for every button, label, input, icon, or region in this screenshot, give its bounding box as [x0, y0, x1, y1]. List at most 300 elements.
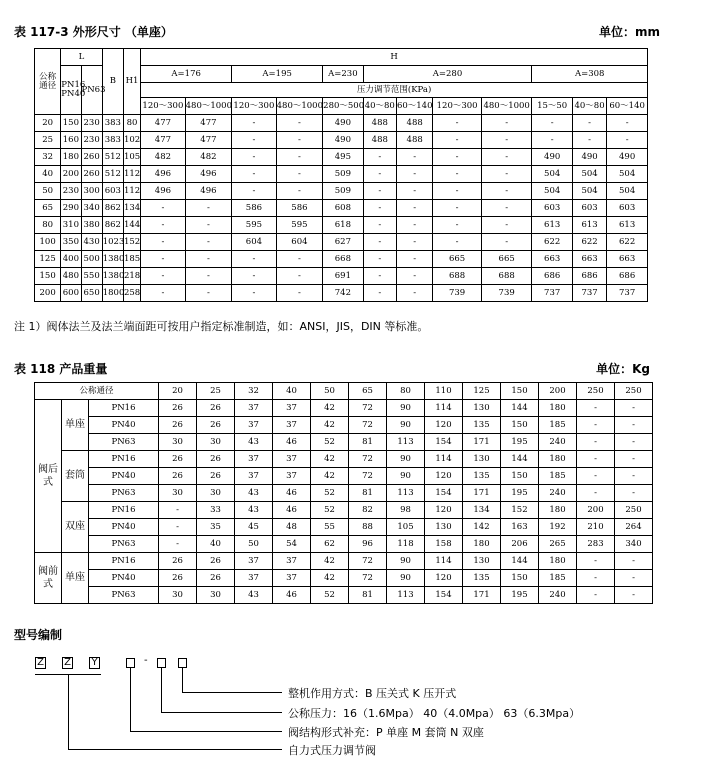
table-row	[35, 536, 653, 553]
weight-cell: 283	[577, 536, 615, 553]
weight-cell: 42	[311, 553, 349, 570]
weight-cell: 195	[501, 485, 539, 502]
table-cell: -	[141, 234, 185, 251]
table-cell: 230	[61, 183, 81, 200]
table-cell: 737	[607, 285, 648, 302]
weight-cell: 114	[425, 400, 463, 417]
table-cell: 400	[61, 251, 81, 268]
weight-cell: 37	[235, 400, 273, 417]
weight-cell: 30	[197, 485, 235, 502]
table-cell: 112	[123, 166, 140, 183]
weight-cell: 142	[463, 519, 501, 536]
table-cell: 500	[81, 251, 102, 268]
table-cell: -	[481, 183, 532, 200]
weight-cell: 52	[311, 485, 349, 502]
weight-cell: -	[159, 502, 197, 519]
weight-cell: 42	[311, 417, 349, 434]
valve-position-label: 阀前式	[35, 553, 62, 604]
weight-cell: 340	[615, 536, 653, 553]
a-group-header: A=176	[141, 66, 232, 83]
dimension-table	[34, 48, 648, 302]
table-cell: 550	[81, 268, 102, 285]
table-row	[35, 183, 648, 200]
weight-cell: 114	[425, 553, 463, 570]
weight-cell: -	[577, 434, 615, 451]
table-cell: 144	[123, 217, 140, 234]
table-cell: 586	[276, 200, 323, 217]
table117-unit: 单位：mm	[598, 25, 660, 39]
table-cell: -	[481, 149, 532, 166]
table-cell: 200	[61, 166, 81, 183]
code-slot-box	[126, 658, 135, 668]
table-cell: 80	[35, 217, 61, 234]
weight-cell: 46	[273, 485, 311, 502]
table-row	[35, 553, 653, 570]
table-cell: -	[433, 234, 482, 251]
table-cell: 686	[572, 268, 606, 285]
table-cell: 477	[185, 115, 232, 132]
code-desc-pressure: 公称压力：16（1.6Mpa） 40（4.0Mpa） 63（6.3Mpa）	[288, 707, 581, 720]
table-cell: -	[232, 285, 276, 302]
table-cell: 488	[363, 115, 396, 132]
table-row	[35, 400, 653, 417]
weight-cell: 180	[463, 536, 501, 553]
table-cell: 595	[232, 217, 276, 234]
leader-line	[182, 692, 282, 693]
dn-header-cell: 150	[501, 383, 539, 400]
table-cell: 665	[433, 251, 482, 268]
table118-unit: 单位：Kg	[596, 362, 650, 376]
table-cell: 603	[607, 200, 648, 217]
weight-cell: 240	[539, 485, 577, 502]
weight-cell: 135	[463, 417, 501, 434]
weight-cell: 154	[425, 587, 463, 604]
code-desc-action: 整机作用方式：B 压关式 K 压开式	[288, 687, 457, 700]
weight-cell: -	[577, 553, 615, 570]
weight-cell: 120	[425, 417, 463, 434]
weight-cell: -	[159, 519, 197, 536]
table-cell: -	[185, 200, 232, 217]
weight-table	[34, 382, 653, 604]
table-cell: -	[396, 268, 432, 285]
a-group-header: A=308	[532, 66, 648, 83]
dn-header-cell: 250	[615, 383, 653, 400]
table-row	[35, 251, 648, 268]
table-cell: 100	[35, 234, 61, 251]
weight-cell: -	[577, 587, 615, 604]
table-cell: 622	[572, 234, 606, 251]
weight-cell: 30	[197, 587, 235, 604]
weight-cell: 113	[387, 434, 425, 451]
table-cell: 686	[607, 268, 648, 285]
table-cell: 218	[123, 268, 140, 285]
table-cell: -	[396, 217, 432, 234]
table-row	[35, 468, 653, 485]
weight-cell: 52	[311, 587, 349, 604]
table-cell: 742	[323, 285, 363, 302]
table-cell: 150	[61, 115, 81, 132]
table-cell: 663	[607, 251, 648, 268]
leader-line	[161, 668, 162, 712]
table-cell: 490	[607, 149, 648, 166]
code-slot-box	[178, 658, 187, 668]
table-cell: 490	[572, 149, 606, 166]
table-cell: -	[141, 217, 185, 234]
pn63-header: PN63	[81, 66, 102, 115]
table-cell: 490	[323, 132, 363, 149]
leader-line	[161, 712, 282, 713]
table-cell: 482	[185, 149, 232, 166]
table-row	[35, 451, 653, 468]
table-row	[35, 502, 653, 519]
table-cell: 105	[123, 149, 140, 166]
table-cell: 595	[276, 217, 323, 234]
weight-cell: 113	[387, 587, 425, 604]
table-cell: 488	[363, 132, 396, 149]
table-cell: -	[481, 234, 532, 251]
weight-cell: 26	[159, 553, 197, 570]
table-cell: 180	[61, 149, 81, 166]
weight-cell: 185	[539, 417, 577, 434]
table-cell: 482	[141, 149, 185, 166]
seat-type-label: 套筒	[62, 451, 89, 502]
table-cell: -	[363, 251, 396, 268]
table-cell: -	[185, 217, 232, 234]
table-cell: 430	[81, 234, 102, 251]
table-cell: -	[607, 115, 648, 132]
table-cell: 340	[81, 200, 102, 217]
table-cell: -	[481, 132, 532, 149]
table-cell: -	[185, 285, 232, 302]
weight-cell: 180	[539, 553, 577, 570]
table-cell: 260	[81, 149, 102, 166]
weight-cell: 26	[197, 417, 235, 434]
pn-label: PN63	[89, 485, 159, 502]
table-cell: -	[396, 149, 432, 166]
weight-cell: 180	[539, 502, 577, 519]
table-cell: 383	[102, 132, 123, 149]
weight-cell: 98	[387, 502, 425, 519]
seat-type-label: 单座	[62, 400, 89, 451]
table-cell: -	[185, 251, 232, 268]
weight-cell: 72	[349, 468, 387, 485]
weight-cell: 192	[539, 519, 577, 536]
table-cell: -	[185, 268, 232, 285]
range-header: 40～80	[363, 98, 396, 115]
table-cell: 586	[232, 200, 276, 217]
weight-cell: 144	[501, 451, 539, 468]
table-cell: -	[141, 268, 185, 285]
weight-cell: 195	[501, 434, 539, 451]
pressure-range-header: 压力调节范围(KPa)	[141, 83, 648, 98]
weight-cell: 42	[311, 570, 349, 587]
table-cell: 737	[572, 285, 606, 302]
weight-cell: 37	[235, 417, 273, 434]
table-cell: 20	[35, 115, 61, 132]
standard-note: 注 1）阀体法兰及法兰端面距可按用户指定标准制造，如：ANSI，JIS，DIN 等标准。	[14, 320, 429, 333]
weight-cell: 72	[349, 417, 387, 434]
table-cell: 618	[323, 217, 363, 234]
weight-cell: 40	[197, 536, 235, 553]
table-cell: -	[232, 132, 276, 149]
dn-header-cell: 25	[197, 383, 235, 400]
table-cell: -	[232, 149, 276, 166]
table-cell: 496	[185, 166, 232, 183]
pn-label: PN16	[89, 400, 159, 417]
table-cell: 739	[433, 285, 482, 302]
weight-cell: 37	[235, 570, 273, 587]
weight-cell: 62	[311, 536, 349, 553]
dn-header-cell: 50	[311, 383, 349, 400]
table-cell: 737	[532, 285, 572, 302]
table-cell: -	[433, 183, 482, 200]
weight-cell: -	[615, 587, 653, 604]
table-cell: -	[185, 234, 232, 251]
table-cell: -	[232, 183, 276, 200]
weight-cell: -	[615, 417, 653, 434]
table-cell: 1380	[102, 268, 123, 285]
weight-cell: 52	[311, 434, 349, 451]
weight-cell: 46	[273, 587, 311, 604]
table-cell: 160	[61, 132, 81, 149]
weight-cell: 114	[425, 451, 463, 468]
table-cell: 480	[61, 268, 81, 285]
dn-header-cell: 110	[425, 383, 463, 400]
table-cell: 504	[607, 183, 648, 200]
a-group-header: A=195	[232, 66, 323, 83]
table-cell: 258	[123, 285, 140, 302]
weight-cell: 43	[235, 485, 273, 502]
pn16-pn40-header: PN16 PN40	[61, 66, 81, 115]
weight-cell: 90	[387, 400, 425, 417]
table-cell: -	[363, 268, 396, 285]
valve-position-label: 阀后式	[35, 400, 62, 553]
table-cell: -	[433, 149, 482, 166]
weight-cell: 43	[235, 502, 273, 519]
weight-cell: 52	[311, 502, 349, 519]
table-cell: 512	[102, 166, 123, 183]
table-cell: 862	[102, 217, 123, 234]
table-cell: 50	[35, 183, 61, 200]
b-header: B	[102, 49, 123, 115]
weight-cell: 90	[387, 417, 425, 434]
table-cell: -	[433, 132, 482, 149]
table-cell: 665	[481, 251, 532, 268]
weight-cell: 26	[197, 570, 235, 587]
dn-header-cell: 20	[159, 383, 197, 400]
table-row	[35, 485, 653, 502]
weight-cell: 135	[463, 570, 501, 587]
table-row	[35, 200, 648, 217]
weight-cell: 163	[501, 519, 539, 536]
range-header: 480～1000	[276, 98, 323, 115]
table-cell: -	[276, 285, 323, 302]
pn-label: PN40	[89, 570, 159, 587]
weight-cell: 26	[159, 417, 197, 434]
table-cell: 200	[35, 285, 61, 302]
weight-cell: 30	[159, 434, 197, 451]
table-row	[35, 519, 653, 536]
table-cell: 65	[35, 200, 61, 217]
table-cell: 25	[35, 132, 61, 149]
table-cell: -	[396, 251, 432, 268]
weight-cell: 180	[539, 451, 577, 468]
weight-cell: 206	[501, 536, 539, 553]
leader-line	[68, 749, 282, 750]
table-cell: -	[572, 132, 606, 149]
a-group-header: A=230	[323, 66, 363, 83]
table-cell: 600	[61, 285, 81, 302]
weight-cell: -	[615, 468, 653, 485]
leader-line	[68, 675, 69, 749]
weight-cell: 37	[273, 468, 311, 485]
table-cell: 496	[141, 166, 185, 183]
code-desc-valve-type: 自力式压力调节阀	[288, 744, 376, 757]
code-slot-box	[157, 658, 166, 668]
weight-cell: 37	[273, 451, 311, 468]
weight-cell: -	[577, 468, 615, 485]
pn-label: PN63	[89, 434, 159, 451]
table-cell: -	[363, 183, 396, 200]
table-cell: -	[481, 217, 532, 234]
table-row	[35, 234, 648, 251]
weight-cell: -	[577, 451, 615, 468]
weight-cell: 26	[159, 451, 197, 468]
table-row	[35, 217, 648, 234]
table-cell: 300	[81, 183, 102, 200]
table-cell: -	[396, 200, 432, 217]
table-cell: 668	[323, 251, 363, 268]
table-cell: 504	[607, 166, 648, 183]
table-cell: 663	[572, 251, 606, 268]
table-row	[35, 132, 648, 149]
table-cell: -	[396, 183, 432, 200]
weight-cell: -	[615, 485, 653, 502]
table118-title: 表 118 产品重量	[14, 362, 108, 376]
h-header: H	[141, 49, 648, 66]
table-cell: 604	[232, 234, 276, 251]
table-cell: 622	[607, 234, 648, 251]
table-cell: 691	[323, 268, 363, 285]
weight-cell: 72	[349, 553, 387, 570]
table-cell: 496	[185, 183, 232, 200]
table-cell: 686	[532, 268, 572, 285]
table-cell: 603	[102, 183, 123, 200]
range-header: 120～300	[232, 98, 276, 115]
dn-header-cell: 250	[577, 383, 615, 400]
weight-cell: 150	[501, 468, 539, 485]
weight-cell: 26	[197, 468, 235, 485]
table-cell: 688	[433, 268, 482, 285]
table-cell: 477	[185, 132, 232, 149]
table-cell: 1800	[102, 285, 123, 302]
weight-cell: 37	[273, 570, 311, 587]
weight-cell: 26	[197, 451, 235, 468]
table-cell: 230	[81, 115, 102, 132]
range-header: 120～300	[433, 98, 482, 115]
table-cell: 613	[607, 217, 648, 234]
seat-type-label: 单座	[62, 553, 89, 604]
weight-cell: 43	[235, 434, 273, 451]
table-cell: -	[396, 285, 432, 302]
table-cell: 350	[61, 234, 81, 251]
weight-cell: 171	[463, 587, 501, 604]
weight-cell: 45	[235, 519, 273, 536]
table-cell: -	[433, 115, 482, 132]
table-cell: -	[433, 200, 482, 217]
table-cell: -	[276, 251, 323, 268]
dn-header-cell: 40	[273, 383, 311, 400]
table-cell: 260	[81, 166, 102, 183]
model-code-title: 型号编制	[14, 628, 63, 642]
table-cell: 650	[81, 285, 102, 302]
weight-cell: 105	[387, 519, 425, 536]
weight-cell: 130	[463, 400, 501, 417]
table-cell: 509	[323, 183, 363, 200]
table-row	[35, 166, 648, 183]
table-cell: -	[141, 251, 185, 268]
table-cell: 490	[532, 149, 572, 166]
weight-cell: 200	[577, 502, 615, 519]
weight-cell: -	[577, 400, 615, 417]
weight-cell: 185	[539, 468, 577, 485]
weight-cell: 135	[463, 468, 501, 485]
pn-label: PN63	[89, 587, 159, 604]
table-row	[35, 285, 648, 302]
weight-cell: 180	[539, 400, 577, 417]
table-cell: 1380	[102, 251, 123, 268]
table-cell: -	[363, 166, 396, 183]
code-letter-box: Z	[35, 657, 46, 669]
pn-label: PN40	[89, 468, 159, 485]
table-cell: 152	[123, 234, 140, 251]
weight-cell: 55	[311, 519, 349, 536]
table-cell: 603	[532, 200, 572, 217]
weight-cell: 171	[463, 485, 501, 502]
table-cell: 488	[396, 132, 432, 149]
weight-cell: 43	[235, 587, 273, 604]
weight-cell: 37	[273, 553, 311, 570]
h1-header: H1	[123, 49, 140, 115]
weight-cell: 90	[387, 553, 425, 570]
weight-cell: 150	[501, 417, 539, 434]
weight-cell: 30	[159, 485, 197, 502]
dn-header-cell: 200	[539, 383, 577, 400]
table-row	[35, 434, 653, 451]
table-cell: 608	[323, 200, 363, 217]
weight-cell: 26	[197, 400, 235, 417]
table-cell: 613	[572, 217, 606, 234]
weight-cell: -	[615, 553, 653, 570]
pn-label: PN40	[89, 417, 159, 434]
weight-cell: 96	[349, 536, 387, 553]
table-cell: 488	[396, 115, 432, 132]
table-cell: 185	[123, 251, 140, 268]
range-header: 60～140	[607, 98, 648, 115]
table-cell: 862	[102, 200, 123, 217]
weight-cell: 154	[425, 485, 463, 502]
table-cell: -	[363, 217, 396, 234]
table-cell: -	[433, 166, 482, 183]
table-cell: 504	[532, 166, 572, 183]
table-cell: 509	[323, 166, 363, 183]
weight-cell: 154	[425, 434, 463, 451]
weight-cell: 265	[539, 536, 577, 553]
table-cell: -	[232, 115, 276, 132]
dn-header: 公称通径	[35, 49, 61, 115]
weight-cell: 88	[349, 519, 387, 536]
table-cell: -	[433, 217, 482, 234]
